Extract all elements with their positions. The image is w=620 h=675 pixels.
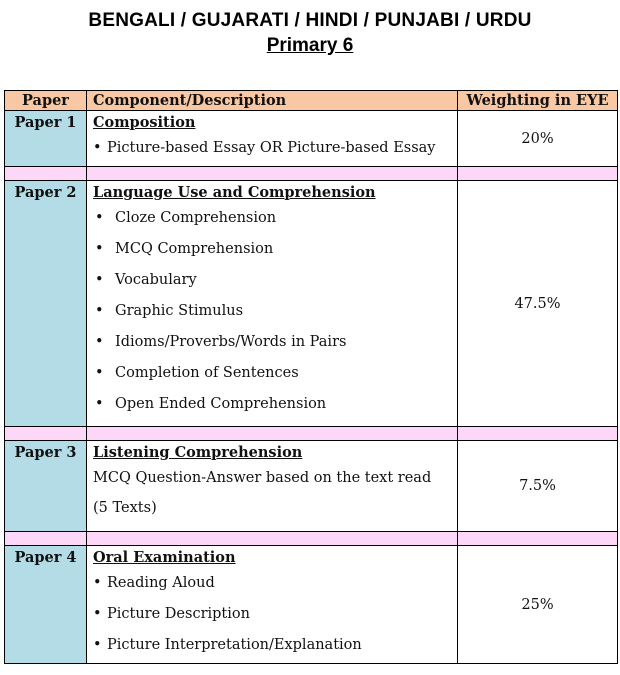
component-title: Language Use and Comprehension (93, 184, 376, 201)
document-subtitle: Primary 6 (266, 35, 354, 56)
weighting-value: 47.5% (458, 181, 618, 427)
list-item: • Picture-based Essay OR Picture-based Essay (93, 133, 451, 163)
bullet-icon: • (95, 272, 104, 288)
list-item: • Reading Aloud (93, 568, 451, 599)
row-separator (5, 167, 618, 181)
component-title: Composition (93, 114, 196, 131)
paper-label: Paper 3 (5, 441, 87, 532)
bullet-icon: • (95, 396, 104, 412)
description-line: MCQ Question-Answer based on the text read (93, 470, 432, 486)
description-line: (5 Texts) (93, 500, 157, 516)
row-separator (5, 427, 618, 441)
row-separator (5, 532, 618, 546)
list-item: • Picture Interpretation/Explanation (93, 630, 451, 661)
component-cell (87, 546, 458, 664)
table-row (5, 111, 618, 167)
bullet-icon: • (93, 140, 102, 156)
table-row (5, 181, 618, 427)
table-row (5, 441, 618, 532)
list-item: • MCQ Comprehension (93, 234, 451, 265)
header-component: Component/Description (87, 91, 458, 111)
bullet-icon: • (95, 303, 104, 319)
component-title: Oral Examination (93, 549, 236, 566)
paper-label: Paper 4 (5, 546, 87, 664)
list-item: • Open Ended Comprehension (93, 389, 451, 420)
exam-components-table (4, 90, 618, 664)
bullet-icon: • (93, 606, 102, 622)
bullet-icon: • (93, 575, 102, 591)
bullet-icon: • (95, 241, 104, 257)
component-cell (87, 441, 458, 532)
bullet-icon: • (95, 365, 104, 381)
weighting-value: 20% (458, 111, 618, 167)
component-cell (87, 111, 458, 167)
list-item: • Vocabulary (93, 265, 451, 296)
component-title: Listening Comprehension (93, 444, 303, 461)
header-weighting: Weighting in EYE (458, 91, 618, 111)
table-header-row (5, 91, 618, 111)
list-item: • Completion of Sentences (93, 358, 451, 389)
header-paper: Paper (5, 91, 87, 111)
bullet-icon: • (93, 637, 102, 653)
list-item: • Graphic Stimulus (93, 296, 451, 327)
paper-label: Paper 1 (5, 111, 87, 167)
list-item: • Cloze Comprehension (93, 203, 451, 234)
list-item: • Idioms/Proverbs/Words in Pairs (93, 327, 451, 358)
list-item: • Picture Description (93, 599, 451, 630)
bullet-icon: • (95, 334, 104, 350)
weighting-value: 7.5% (458, 441, 618, 532)
weighting-value: 25% (458, 546, 618, 664)
bullet-icon: • (95, 210, 104, 226)
paper-label: Paper 2 (5, 181, 87, 427)
table-row (5, 546, 618, 664)
document-title: BENGALI / GUJARATI / HINDI / PUNJABI / URDU (88, 10, 532, 31)
component-cell (87, 181, 458, 427)
